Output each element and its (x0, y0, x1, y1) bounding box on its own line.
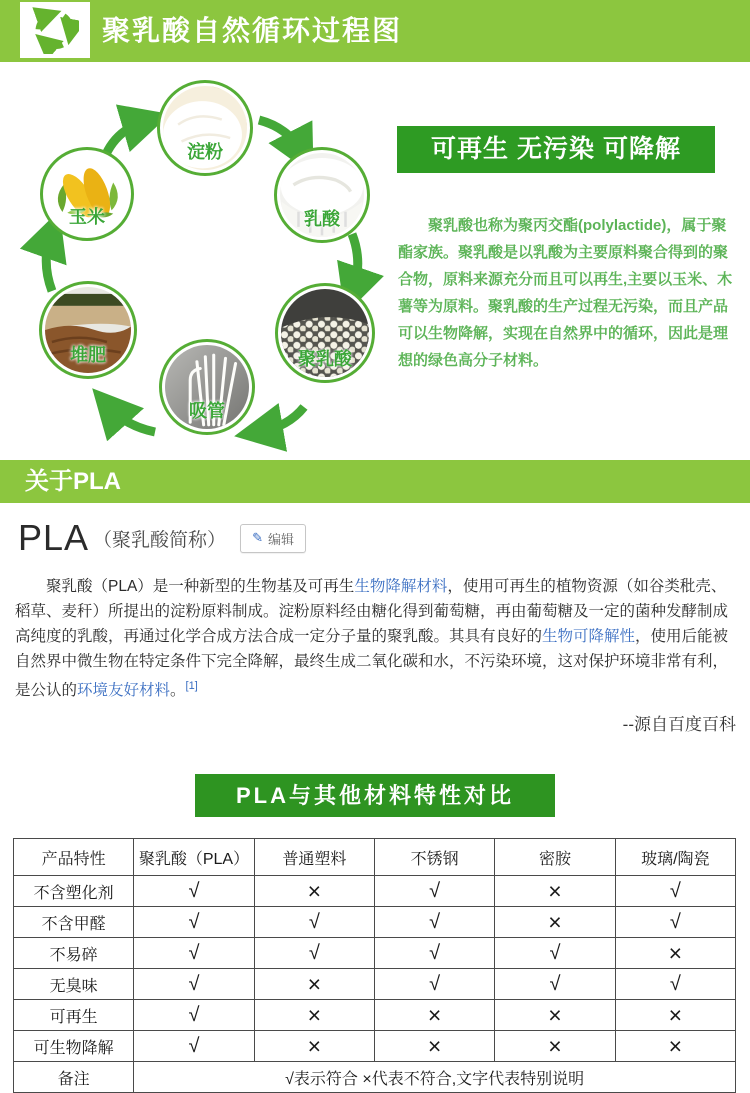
check-mark-cell: √ (615, 876, 735, 907)
table-row (14, 876, 736, 907)
about-paragraph (15, 574, 735, 703)
page-title: 聚乳酸自然循环过程图 (102, 15, 403, 46)
cycle-node-starch (157, 80, 253, 176)
cross-mark-cell: × (495, 1000, 615, 1031)
check-mark-cell: √ (254, 907, 374, 938)
table-row (14, 907, 736, 938)
edit-button-label: 编辑 (267, 531, 294, 547)
node-label-lactic-acid: 乳酸 (304, 209, 340, 229)
table-row (14, 1000, 736, 1031)
check-mark-cell: √ (374, 938, 494, 969)
cycle-node-pla (275, 283, 375, 383)
comparison-banner: PLA与其他材料特性对比 (195, 774, 555, 817)
feature-cell: 可生物降解 (14, 1031, 134, 1062)
intro-banner: 可再生 无污染 可降解 (397, 126, 715, 173)
arrow-straws-to-compost (109, 407, 155, 432)
arrow-starch-to-lactic (259, 120, 302, 153)
feature-cell: 不含甲醛 (14, 907, 134, 938)
check-mark-cell: √ (374, 907, 494, 938)
legend-cell: √表示符合 ×代表不符合,文字代表特别说明 (134, 1062, 736, 1093)
table-header-row (14, 839, 736, 876)
check-mark-cell: √ (495, 938, 615, 969)
node-label-compost: 堆肥 (70, 345, 106, 365)
comparison-table (13, 838, 736, 1093)
about-section-bar: 关于PLA (0, 460, 750, 503)
cycle-diagram (0, 62, 420, 460)
feature-cell: 不易碎 (14, 938, 134, 969)
check-mark-cell: √ (374, 969, 494, 1000)
node-label-corn: 玉米 (69, 207, 105, 227)
pla-title: PLA (18, 517, 90, 558)
cross-mark-cell: × (254, 1031, 374, 1062)
feature-cell: 不含塑化剂 (14, 876, 134, 907)
column-header: 不锈钢 (374, 839, 494, 876)
arrow-compost-to-corn (46, 234, 52, 291)
check-mark-cell: √ (134, 907, 254, 938)
check-mark-cell: √ (134, 1000, 254, 1031)
inline-link[interactable]: [1] (185, 680, 198, 692)
cross-mark-cell: × (254, 969, 374, 1000)
cross-mark-cell: × (254, 1000, 374, 1031)
cycle-node-lactic-acid (274, 147, 370, 243)
cycle-node-compost (39, 281, 137, 379)
paragraph-text: 聚乳酸（PLA）是一种新型的生物基及可再生 (46, 578, 355, 595)
edit-button[interactable] (240, 524, 306, 553)
column-header: 密胺 (495, 839, 615, 876)
column-header: 产品特性 (14, 839, 134, 876)
cross-mark-cell: × (495, 907, 615, 938)
feature-cell: 可再生 (14, 1000, 134, 1031)
column-header: 普通塑料 (254, 839, 374, 876)
edit-pencil-icon: ✎ (252, 530, 263, 545)
check-mark-cell: √ (134, 876, 254, 907)
paragraph-text: ，使用可再生的植物资源（如谷类秕壳、稻草、麦秆）所提出的淀粉原料制成。淀粉原料经由糖化得到葡萄糖，再由葡萄糖及一定的菌种发酵制成高纯度的乳酸，再通过化学合成方法合成一定分子量的聚乳酸。其具有良好的 (15, 578, 729, 645)
check-mark-cell: √ (254, 938, 374, 969)
check-mark-cell: √ (134, 969, 254, 1000)
paragraph-text: 。 (170, 682, 186, 700)
table-row (14, 1031, 736, 1062)
header-bar (0, 0, 750, 62)
arrow-lactic-to-pla (352, 234, 358, 291)
column-header: 聚乳酸（PLA） (134, 839, 254, 876)
check-mark-cell: √ (615, 969, 735, 1000)
cycle-diagram-section (0, 62, 750, 460)
inline-link[interactable]: 生物可降解性 (542, 628, 636, 645)
cross-mark-cell: × (374, 1031, 494, 1062)
cross-mark-cell: × (374, 1000, 494, 1031)
cross-mark-cell: × (495, 876, 615, 907)
check-mark-cell: √ (134, 1031, 254, 1062)
recycle-icon (20, 2, 90, 58)
column-header: 玻璃/陶瓷 (615, 839, 735, 876)
inline-link[interactable]: 生物降解材料 (354, 578, 448, 595)
arrow-pla-to-straws (259, 407, 304, 432)
table-row (14, 1062, 736, 1093)
feature-cell: 无臭味 (14, 969, 134, 1000)
cross-mark-cell: × (615, 1031, 735, 1062)
table-row (14, 969, 736, 1000)
cross-mark-cell: × (615, 938, 735, 969)
cross-mark-cell: × (615, 1000, 735, 1031)
check-mark-cell: √ (134, 938, 254, 969)
source-credit: --源自百度百科 (622, 715, 736, 735)
cycle-node-corn (40, 147, 134, 241)
node-label-starch: 淀粉 (187, 142, 223, 162)
inline-link[interactable]: 环境友好材料 (77, 682, 171, 700)
paragraph-text: ，使用后能被自然界中微生物在特定条件下完全降解，最终生成二氧化碳和水，不污染环境，这对保护环境非常有利，是公认的 (15, 628, 729, 700)
cross-mark-cell: × (495, 1031, 615, 1062)
check-mark-cell: √ (495, 969, 615, 1000)
pla-subtitle: （聚乳酸简称） (93, 529, 227, 551)
check-mark-cell: √ (615, 907, 735, 938)
node-label-straws: 吸管 (189, 401, 225, 421)
cycle-node-straws (159, 339, 255, 435)
table-row (14, 938, 736, 969)
pla-heading-row (18, 517, 750, 559)
feature-cell: 备注 (14, 1062, 134, 1093)
node-label-pla: 聚乳酸 (298, 349, 352, 369)
cross-mark-cell: × (254, 876, 374, 907)
intro-paragraph: 聚乳酸也称为聚丙交酯(polylactide)，属于聚酯家族。聚乳酸是以乳酸为主要原料聚合得到的聚合物，原料来源充分而且可以再生,主要以玉米、木薯等为原料。聚乳酸的生产过程无污染，而且产品可以生物降解，实现在自然界中的循环，因此是理想的绿色高分子材料。 (398, 217, 733, 369)
check-mark-cell: √ (374, 876, 494, 907)
